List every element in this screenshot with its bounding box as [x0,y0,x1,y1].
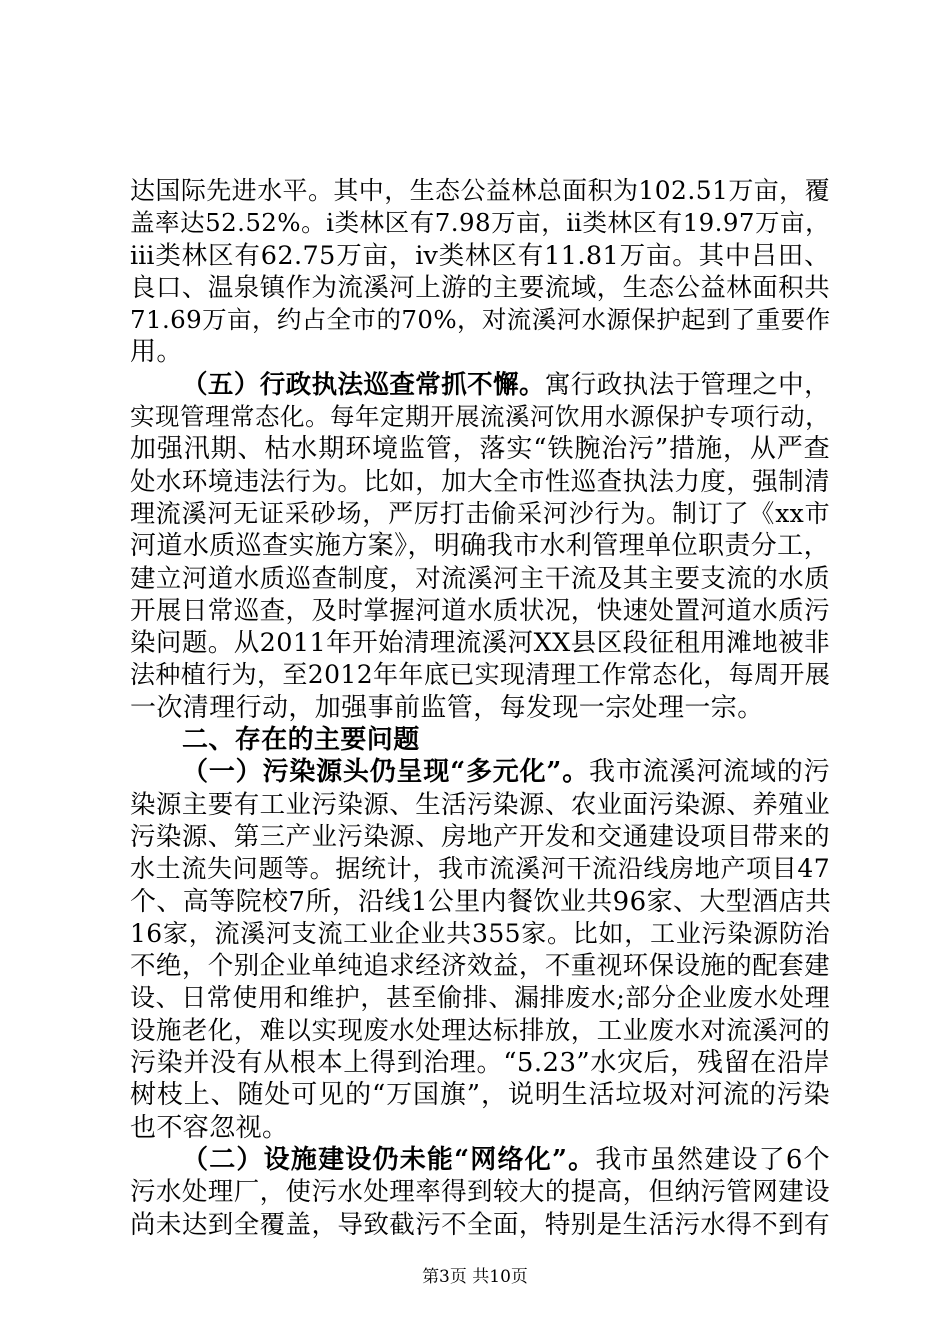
text-line: 设、日常使用和维护，甚至偷排、漏排废水;部分企业废水处理 [130,983,830,1013]
text-line: 加强汛期、枯水期环境监管，落实“铁腕治污”措施，从严查 [130,434,830,465]
section-heading: （五）行政执法巡查常抓不懈。 [182,369,545,400]
section-heading: （一）污染源头仍呈现“多元化”。 [182,757,590,788]
text-line: 理流溪河无证采砂场，严厉打击偷采河沙行为。制订了《xx市 [130,498,830,528]
text-line: 16家，流溪河支流工业企业共355家。比如，工业污染源防治 [130,918,830,948]
text-line: 开展日常巡查，及时掌握河道水质状况，快速处置河道水质污 [130,595,830,626]
paragraph-law-enforcement [130,369,830,724]
paragraph-pollution-sources [130,756,830,1144]
text-line: 良口、温泉镇作为流溪河上游的主要流域，生态公益林面积共 [130,272,830,303]
page-footer [0,1262,950,1287]
text-line: 盖率达52.52%。ⅰ类林区有7.98万亩，ⅱ类林区有19.97万亩， [130,208,830,238]
section-heading: （二）设施建设仍未能“网络化”。 [182,1144,596,1175]
text-run: 我市虽然建设了6个 [595,1144,830,1175]
text-line: 污染并没有从根本上得到治理。“5.23”水灾后，残留在沿岸 [130,1048,830,1079]
text-line: 水土流失问题等。据统计，我市流溪河干流沿线房地产项目47 [130,854,830,884]
text-line: 污染源、第三产业污染源、房地产开发和交通建设项目带来的 [130,821,830,852]
text-line [130,756,830,788]
text-line: 设施老化，难以实现废水处理达标排放，工业废水对流溪河的 [130,1015,830,1046]
text-run: 寓行政执法于管理之中， [544,369,830,400]
paragraph-forest-stats [130,175,830,369]
text-line: 71.69万亩，约占全市的70%，对流溪河水源保护起到了重要作 [130,305,831,335]
text-line: 一次清理行动，加强事前监管，每发现一宗处理一宗。 [130,692,764,723]
text-line: 不绝，个别企业单纯追求经济效益，不重视环保设施的配套建 [130,951,830,982]
text-line: 也不容忽视。 [130,1112,289,1143]
section-title: 二、存在的主要问题 [182,725,420,756]
text-line: 尚未达到全覆盖，导致截污不全面，特别是生活污水得不到有 [130,1209,830,1240]
text-line: 树枝上、随处可见的“万国旗”，说明生活垃圾对河流的污染 [130,1080,830,1111]
text-line: 染问题。从2011年开始清理流溪河XX县区段征租用滩地被非 [130,628,830,659]
text-line: ⅲ类林区有62.75万亩，ⅳ类林区有11.81万亩。其中吕田、 [130,240,830,271]
text-run: 我市流溪河流域的污 [589,757,830,788]
text-line: 达国际先进水平。其中，生态公益林总面积为102.51万亩，覆 [130,176,830,205]
text-line: 污水处理厂，使污水处理率得到较大的提高，但纳污管网建设 [130,1177,830,1208]
text-line: 建立河道水质巡查制度，对流溪河主干流及其主要支流的水质 [130,563,830,594]
text-line: 处水环境违法行为。比如，加大全市性巡查执法力度，强制清 [130,466,830,497]
text-line: 用。 [130,337,183,368]
text-line: 染源主要有工业污染源、生活污染源、农业面污染源、养殖业 [130,789,830,820]
text-line: 实现管理常态化。每年定期开展流溪河饮用水源保护专项行动， [130,402,830,432]
section-heading-problems [130,724,830,756]
text-line [130,369,830,401]
body-text [130,175,830,1241]
text-line [130,1144,830,1176]
text-line: 河道水质巡查实施方案》，明确我市水利管理单位职责分工， [130,531,830,562]
text-line: 个、高等院校7所，沿线1公里内餐饮业共96家、大型酒店共 [130,886,832,917]
text-line: 法种植行为，至2012年年底已实现清理工作常态化，每周开展 [130,660,831,690]
paragraph-facilities [130,1144,830,1241]
page-number: 第3页 共10页 [422,1267,528,1287]
